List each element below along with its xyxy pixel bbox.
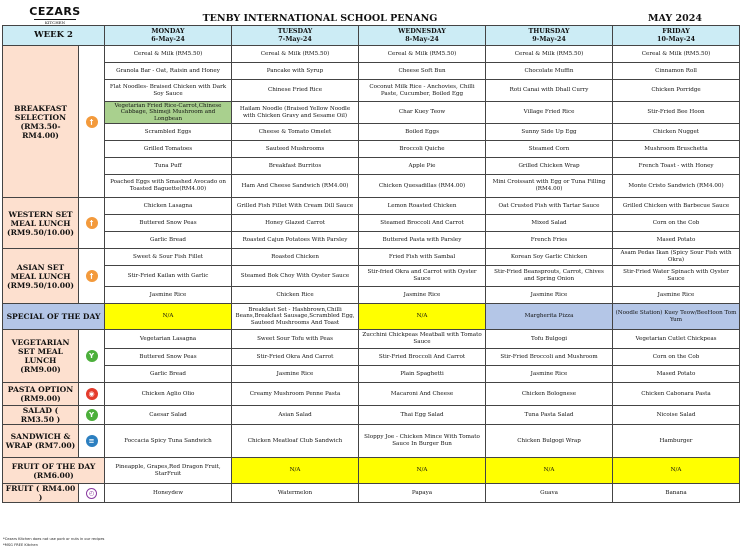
menu-item: Vegetarian Cutlet Chickpeas — [613, 330, 740, 349]
menu-item: Cereal & Milk (RM5.50) — [232, 46, 359, 63]
asian-icon-cell — [79, 249, 105, 304]
asian-row — [3, 287, 740, 304]
day-header — [359, 26, 486, 46]
menu-item: Oat Crusted Fish with Tartar Sauce — [486, 198, 613, 215]
menu-item: Chicken Cabonara Pasta — [613, 383, 740, 406]
menu-item: Stir-Fried Beansprouts, Carrot, Chives and Spring Onion — [486, 266, 613, 287]
menu-item: N/A — [613, 458, 740, 484]
menu-item: Granola Bar - Oat, Raisin and Honey — [105, 63, 232, 80]
menu-table — [2, 25, 740, 503]
fruitday-row — [3, 458, 740, 484]
menu-item: Thai Egg Salad — [359, 406, 486, 425]
menu-item: Sweet & Sour Fish Fillet — [105, 249, 232, 266]
menu-item: Sauteed Mushrooms — [232, 141, 359, 158]
fork-knife-icon: † — [86, 270, 98, 282]
asian-row — [3, 249, 740, 266]
day-date: 8-May-24 — [405, 34, 439, 43]
menu-item: Nicoise Salad — [613, 406, 740, 425]
menu-item: (Noodle Station) Kuey Teow/BeeHoon Tom Yum — [613, 304, 740, 330]
menu-item: Grilled Chicken Wrap — [486, 158, 613, 175]
menu-item: N/A — [105, 304, 232, 330]
day-date: 10-May-24 — [657, 34, 696, 43]
menu-item: Coconut Milk Rice - Anchovies, Chilli Paste, Cucumber, Boiled Egg — [359, 80, 486, 102]
menu-item: Char Kuey Teow — [359, 102, 486, 124]
menu-item: Breakfast Burritos — [232, 158, 359, 175]
menu-item: Corn on the Cob — [613, 349, 740, 366]
day-header — [613, 26, 740, 46]
menu-item: Tuna Pasta Salad — [486, 406, 613, 425]
menu-item: Tofu Bulgogi — [486, 330, 613, 349]
sandwich-icon: ≡ — [86, 435, 98, 447]
menu-item: Breakfast Set - Hashbrown,Chilli Beans,Breakfast Sausage,Scrambled Egg, Sauteed Mushrooms And Toast — [232, 304, 359, 330]
menu-item: Garlic Bread — [105, 232, 232, 249]
breakfast-row — [3, 63, 740, 80]
salad-row — [3, 406, 740, 425]
menu-item: Cheese & Tomato Omelet — [232, 124, 359, 141]
special-row — [3, 304, 740, 330]
pasta-category-label: PASTA OPTION (RM9.00) — [3, 383, 79, 406]
menu-item: Mushroom Bruschetta — [613, 141, 740, 158]
western-row — [3, 215, 740, 232]
footnotes — [3, 536, 104, 548]
salad-icon-cell — [79, 406, 105, 425]
menu-item: Hamburger — [613, 425, 740, 458]
menu-item: Garlic Bread — [105, 366, 232, 383]
pasta-icon-cell — [79, 383, 105, 406]
breakfast-row — [3, 102, 740, 124]
menu-item: Corn on the Cob — [613, 215, 740, 232]
menu-item: Boiled Eggs — [359, 124, 486, 141]
menu-item: Pancake with Syrup — [232, 63, 359, 80]
western-row — [3, 198, 740, 215]
menu-item: Cereal & Milk (RM5.50) — [359, 46, 486, 63]
menu-item: Buttered Snow Peas — [105, 349, 232, 366]
menu-item: Caesar Salad — [105, 406, 232, 425]
salad-category-label: SALAD ( RM3.50 ) — [3, 406, 79, 425]
pasta-bowl-icon: ◉ — [86, 388, 98, 400]
vegetarian-row — [3, 349, 740, 366]
menu-item: Honeydew — [105, 484, 232, 503]
menu-item: Chicken Bolognese — [486, 383, 613, 406]
fruit-row — [3, 484, 740, 503]
menu-item: Margherita Pizza — [486, 304, 613, 330]
menu-item: Poached Eggs with Smashed Avocado on Toasted Baguette(RM4.00) — [105, 175, 232, 198]
menu-item: N/A — [359, 458, 486, 484]
menu-item: Chicken Lasagna — [105, 198, 232, 215]
menu-item: Vegetarian Lasagna — [105, 330, 232, 349]
sandwich-icon-cell — [79, 425, 105, 458]
menu-item: Foccacia Spicy Tuna Sandwich — [105, 425, 232, 458]
menu-item: Jasmine Rice — [486, 287, 613, 304]
menu-item: Mixed Salad — [486, 215, 613, 232]
menu-item: Sunny Side Up Egg — [486, 124, 613, 141]
menu-item: Ham And Cheese Sandwich (RM4.00) — [232, 175, 359, 198]
menu-item: Roti Canai with Dhall Curry — [486, 80, 613, 102]
menu-item: Creamy Mushroom Penne Pasta — [232, 383, 359, 406]
menu-item: Mased Potato — [613, 366, 740, 383]
menu-item: Steamed Broccoli And Carrot — [359, 215, 486, 232]
menu-item: Cereal & Milk (RM5.50) — [486, 46, 613, 63]
fruit-icon-cell — [79, 484, 105, 503]
menu-item: Stir-Fried Broccoli and Mushroom — [486, 349, 613, 366]
day-date: 7-May-24 — [278, 34, 312, 43]
menu-item: Pineapple, Grapes,Red Dragon Fruit, StarFruit — [105, 458, 232, 484]
menu-item: Stir-fried Okra and Carrot with Oyster Sauce — [359, 266, 486, 287]
menu-item: French Toast - with Honey — [613, 158, 740, 175]
menu-item: Apple Pie — [359, 158, 486, 175]
school-title: TENBY INTERNATIONAL SCHOOL PENANG — [202, 13, 438, 24]
menu-item: Stir-Fried Bee Hoon — [613, 102, 740, 124]
menu-item: Stir-Fried Kailan with Garlic — [105, 266, 232, 287]
breakfast-row — [3, 80, 740, 102]
menu-item: Grilled Chicken with Barbecue Sauce — [613, 198, 740, 215]
menu-item: Plain Spaghetti — [359, 366, 486, 383]
menu-item: Sweet Sour Tofu with Peas — [232, 330, 359, 349]
day-name: THURSDAY — [528, 27, 570, 36]
breakfast-row — [3, 175, 740, 198]
menu-item: Korean Soy Garlic Chicken — [486, 249, 613, 266]
day-name: FRIDAY — [662, 27, 690, 36]
menu-item: Lemon Roasted Chicken — [359, 198, 486, 215]
pasta-row — [3, 383, 740, 406]
fruit-category-label: FRUIT ( RM4.00 ) — [3, 484, 79, 503]
menu-item: Chicken Rice — [232, 287, 359, 304]
menu-item: Papaya — [359, 484, 486, 503]
day-name: TUESDAY — [277, 27, 313, 36]
vegetarian-leaf-icon: Y — [86, 409, 98, 421]
menu-item: Monte Cristo Sandwich (RM4.00) — [613, 175, 740, 198]
vegetarian-category-label: VEGETARIAN SET MEAL LUNCH (RM9.00) — [3, 330, 79, 383]
sandwich-category-label: SANDWICH & WRAP (RM7.00) — [3, 425, 79, 458]
menu-item: Fried Fish with Sambal — [359, 249, 486, 266]
special-category-label: SPECIAL OF THE DAY — [3, 304, 105, 330]
menu-item: N/A — [486, 458, 613, 484]
month-title: MAY 2024 — [648, 13, 702, 24]
fork-knife-icon: † — [86, 116, 98, 128]
breakfast-row — [3, 46, 740, 63]
menu-item: Tuna Puff — [105, 158, 232, 175]
menu-item: Cheese Soft Bun — [359, 63, 486, 80]
menu-item: Sloppy Joe - Chicken Mince With Tomato Sauce In Burger Bun — [359, 425, 486, 458]
breakfast-row — [3, 124, 740, 141]
menu-item: French Fries — [486, 232, 613, 249]
menu-item: Roasted Cajun Potatoes With Parsley — [232, 232, 359, 249]
menu-item: Chicken Porridge — [613, 80, 740, 102]
menu-item: Buttered Snow Peas — [105, 215, 232, 232]
day-header — [486, 26, 613, 46]
day-date: 6-May-24 — [151, 34, 185, 43]
western-row — [3, 232, 740, 249]
cezars-logo — [20, 6, 90, 26]
menu-item: Stir-Fried Water Spinach with Oyster Sauce — [613, 266, 740, 287]
menu-item: N/A — [232, 458, 359, 484]
menu-item: Jasmine Rice — [613, 287, 740, 304]
menu-item: Jasmine Rice — [105, 287, 232, 304]
breakfast-icon-cell — [79, 46, 105, 198]
footnote: *MSG FREE Kitchen — [3, 543, 38, 547]
menu-item: Cereal & Milk (RM5.50) — [105, 46, 232, 63]
menu-item: Chicken Meatloaf Club Sandwich — [232, 425, 359, 458]
menu-item: Chicken Nugget — [613, 124, 740, 141]
menu-item: Honey Glazed Carrot — [232, 215, 359, 232]
menu-item: Asam Pedas Ikan (Spicy Sour Fish with Okra) — [613, 249, 740, 266]
menu-item: Asian Salad — [232, 406, 359, 425]
menu-item: Buttered Pasta with Parsley — [359, 232, 486, 249]
menu-item: Jasmine Rice — [359, 287, 486, 304]
logo-subtitle: KITCHEN — [34, 19, 76, 25]
menu-item: Stir-Fried Okra And Carrot — [232, 349, 359, 366]
menu-item: Guava — [486, 484, 613, 503]
breakfast-row — [3, 141, 740, 158]
menu-item: Steamed Corn — [486, 141, 613, 158]
fruitday-category-label: FRUIT OF THE DAY (RM6.00) — [3, 458, 105, 484]
menu-item: N/A — [359, 304, 486, 330]
menu-item: Roasted Chicken — [232, 249, 359, 266]
vegetarian-leaf-icon: Y — [86, 350, 98, 362]
menu-item: Village Fried Rice — [486, 102, 613, 124]
western-category-label: WESTERN SET MEAL LUNCH (RM9.50/10.00) — [3, 198, 79, 249]
menu-item: Jasmine Rice — [232, 366, 359, 383]
menu-item: Zucchini Chickpeas Meatball with Tomato Sauce — [359, 330, 486, 349]
menu-item: Jasmine Rice — [486, 366, 613, 383]
menu-item: Watermelon — [232, 484, 359, 503]
vegetarian-row — [3, 366, 740, 383]
asian-row — [3, 266, 740, 287]
vegetarian-row — [3, 330, 740, 349]
menu-item: Chicken Aglio Olio — [105, 383, 232, 406]
menu-item: Stir-Fried Broccoli And Carrot — [359, 349, 486, 366]
menu-item: Broccoli Quiche — [359, 141, 486, 158]
menu-item: Macaroni And Cheese — [359, 383, 486, 406]
day-date: 9-May-24 — [532, 34, 566, 43]
breakfast-row — [3, 158, 740, 175]
breakfast-category-label: BREAKFAST SELECTION (RM3.50-RM4.00) — [3, 46, 79, 198]
fruit-icon: ◴ — [86, 488, 97, 499]
day-header — [105, 26, 232, 46]
menu-item: Grilled Tomatoes — [105, 141, 232, 158]
menu-item: Chocolate Muffin — [486, 63, 613, 80]
footnote: *Cezars Kitchen does not use pork or nuts in our recipes — [3, 537, 105, 541]
logo-name: CEZARS — [29, 5, 81, 18]
asian-category-label: ASIAN SET MEAL LUNCH (RM9.50/10.00) — [3, 249, 79, 304]
day-header — [232, 26, 359, 46]
menu-item: Hailam Noodle (Braised Yellow Noodle with Chicken Gravy and Sesame Oil) — [232, 102, 359, 124]
menu-item: Vegetarian Fried Rice-Carrot,Chinese Cabbage, Shimeji Mushroom and Longbean — [105, 102, 232, 124]
menu-item: Banana — [613, 484, 740, 503]
menu-item: Grilled Fish Fillet With Cream Dill Sauce — [232, 198, 359, 215]
menu-item: Chinese Fried Rice — [232, 80, 359, 102]
western-icon-cell — [79, 198, 105, 249]
menu-item: Cereal & Milk (RM5.50) — [613, 46, 740, 63]
menu-item: Mini Croissant with Egg or Tuna Filling (RM4.00) — [486, 175, 613, 198]
menu-item: Steamed Bok Choy With Oyster Sauce — [232, 266, 359, 287]
menu-item: Mased Potato — [613, 232, 740, 249]
menu-item: Chicken Bulgogi Wrap — [486, 425, 613, 458]
day-name: MONDAY — [151, 27, 185, 36]
header-row — [3, 26, 740, 46]
menu-item: Cinnamon Roll — [613, 63, 740, 80]
menu-item: Scrambled Eggs — [105, 124, 232, 141]
menu-item: Chicken Quesadillas (RM4.00) — [359, 175, 486, 198]
vegetarian-icon-cell — [79, 330, 105, 383]
day-name: WEDNESDAY — [398, 27, 446, 36]
fork-knife-icon: † — [86, 217, 98, 229]
menu-item: Flat Noodles- Braised Chicken with Dark Soy Sauce — [105, 80, 232, 102]
week-label: WEEK 2 — [3, 26, 105, 46]
sandwich-row — [3, 425, 740, 458]
